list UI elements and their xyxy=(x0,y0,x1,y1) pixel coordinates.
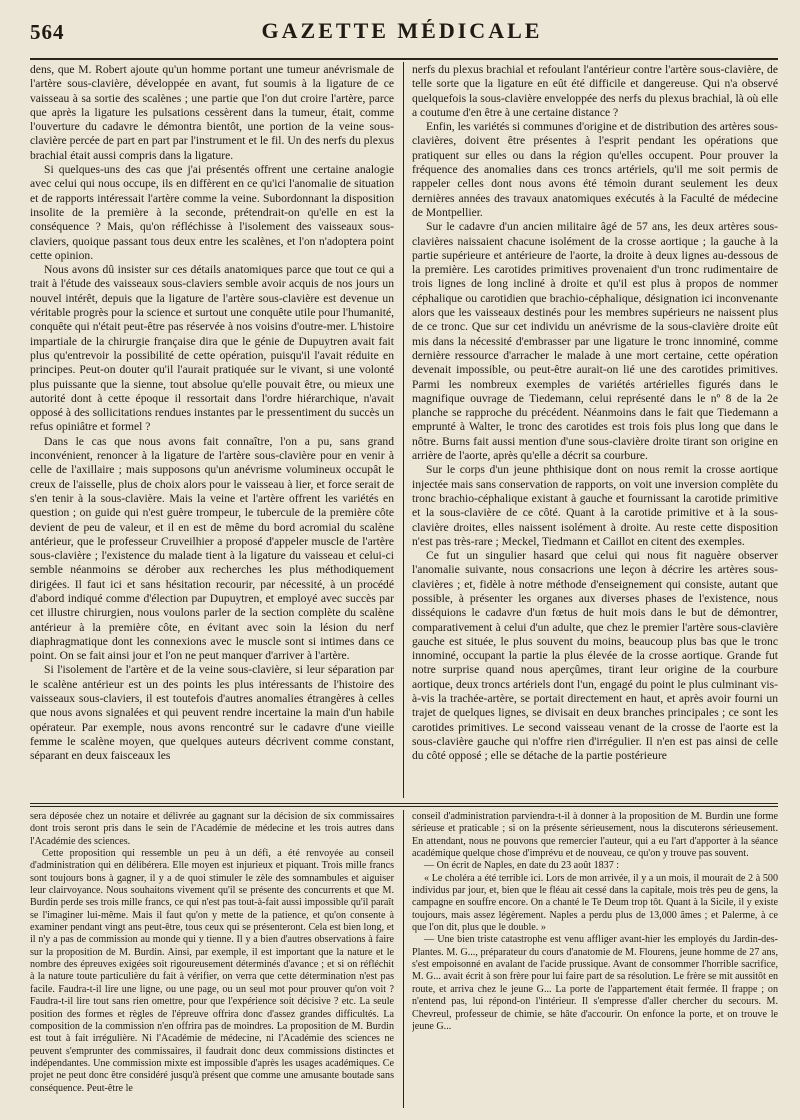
paragraph: — On écrit de Naples, en date du 23 août 1837 : xyxy=(424,860,620,872)
lower-left-column xyxy=(30,811,394,1108)
masthead-title: GAZETTE MÉDICALE xyxy=(261,18,543,43)
paragraph: Dans le cas que nous avons fait connaître, l'on a pu, sans grand inconvénient, renoncer à la ligature de l'artère sous-clavière pour en venir à celle de l'axillaire ; mais supposons qu'un anévrisme volumineux occupât le creux de l'aisselle, plus de choix alors pour le vaisseau à lier, et force serait de s'en tenir à la sous-clavière. Mais la veine et l'artère offrent les variétés en question ; on guide qui n'est guère trompeur, le tubercule de la première côte devient de peu de valeur, et il en est de même du bord acromial du scalène antérieur, que le professeur Cruveilhier a proposé d'appeler muscle de l'artère sous-clavière ; l'existence du malade tient à la ligature du vaisseau et celui-ci semble néanmoins se dérober aux recherches les plus méthodiquement dirigées. Il faut ici et sans hésitation recourir, par nécessité, à un procédé d'abord indiqué comme d'élection par Dupuytren, et employé avec succès par cet illustre chirurgien, nous voulons parler de la section complète du scalène antérieur à la première côte, en évitant avec soin la lésion du nerf diaphragmatique dont les connexions avec le muscle sont si intimes dans ce point. On se fait ainsi jour et l'on ne peut manquer d'arriver à l'artère. xyxy=(30,434,394,663)
lower-right-column xyxy=(412,811,778,1108)
section-rule-double xyxy=(30,806,778,807)
paragraph: Enfin, les variétés si communes d'origine et de distribution des artères sous-clavières, doivent être présentes à l'esprit pendant les opérations que pratiquent sur elles ou dans la région qu'elles occupent. Pour prouver la fréquence des anomalies dans ces troncs artériels, qu'il me soit permis de rappeler celles dont nous avons été témoin durant seulement les deux dernières années des travaux anatomiques exécutés à la Faculté de médecine de Montpellier. xyxy=(412,120,778,219)
lower-column-divider xyxy=(403,810,404,1108)
paragraph: Si l'isolement de l'artère et de la veine sous-clavière, si leur séparation par le scalène antérieur est un des points les plus intéressants de l'histoire des vaisseaux sous-claviers, il est toutefois d'autres anomalies étrangères à celles que nous avons signalées et qui peuvent rendre incertaine la main d'un habile opérateur. Par exemple, nous avons rencontré sur le cadavre d'une vieille femme le scalène moyen, que quelques auteurs décrivent comme constant, séparant en deux faisceaux les xyxy=(30,663,394,763)
paragraph: sera déposée chez un notaire et délivrée au gagnant sur la décision de six commissaires dont trois seront pris dans le sein de l'Académie de médecine et les trois autres dans l'Académie des sciences. xyxy=(30,811,394,847)
paragraph: nerfs du plexus brachial et refoulant l'antérieur contre l'artère sous-clavière, de telle sorte que la ligature en eût été difficile et dangereuse. Qui n'a observé quelquefois la sous-clavière enveloppée des nerfs du plexus brachial, là où elle a coutume d'en être à une certaine distance ? xyxy=(412,63,778,119)
paragraph: Nous avons dû insister sur ces détails anatomiques parce que tout ce qui a trait à l'étude des vaisseaux sous-claviers semble avoir acquis de nos jours un nouvel intérêt, depuis que la ligature de l'artère sous-clavière est devenue un véritable progrès pour la science et surtout une conquête utile pour l'humanité, conquête qui n'était peut-être pas réservée à nos voisins d'outre-mer. L'histoire impartiale de la chirurgie française dira que le génie de Dupuytren avait fait plus qu'entrevoir la possibilité de cette opération, puisqu'il l'avait réduite en principes. Peut-on douter qu'il l'aurait pratiquée sur le vivant, si une volonté plus puissante que la sienne, tout absolue qu'elle pouvait être, ou mieux une autorité dont à cette époque il ressortait dans l'ordre hiérarchique, n'avait opposé à des sollicitations rendues instantes par le pressentiment du succès un refus opiniâtre et formel ? xyxy=(30,263,394,434)
paragraph: Sur le corps d'un jeune phthisique dont on nous remit la crosse aortique injectée mais sans conservation de rapports, on voit une inversion complète du tronc brachio-céphalique existant à gauche et fournissant la carotide primitive et la sous-clavière de ce côté. Quant à la carotide primitive et à la sous-clavière droites, elles naissent isolément à droite. Au reste cette disposition n'est pas très-rare ; Meckel, Tiedmann et Caillot en citent des exemples. xyxy=(412,463,778,548)
paragraph: Cette proposition qui ressemble un peu à un défi, a été renvoyée au conseil d'administration qui en délibérera. Elle moyen est injurieux et piquant. Trois mille francs sont toujours bons à gagner, il y a de quoi stimuler le zèle des somnambules et aiguiser leur clairvoyance. Nous souhaitons vivement qu'il se présente des concurrents et que M. Burdin perde ses trois mille francs, ce qui n'est pas tout-à-fait aussi impossible qu'il paraît se l'imaginer lui-même. Mais il faut qu'on y mette de la patience, et qu'on consente à examiner pendant vingt ans peut-être, tous ceux qui se présenteront. Cela est bien long, et il n'y a pas de commission au monde qui y tienne. Il y a bien d'autres observations à faire sur la proposition de M. Burdin. Ainsi, par exemple, il est important que la nature et le nombre des épreuves exigées soit rigoureusement déterminés d'avance ; et si on réfléchit à la nature toute particulière du fait à vérifier, on verra que cette détermination n'est pas facile. Faudra-t-il lire une ligne, ou une page, ou un seul mot pour prouver qu'on voit ? Faudra-t-il lire tout sans rien omettre, pour que l'expérience soit décisive ? etc. La seule position des formes et règles de l'épreuve offrira donc d'assez grandes difficultés. La composition de la commission n'en offrira pas de moindres. La proposition de M. Burdin est tout à fait irrégulière. Ni l'Académie de médecine, ni l'Académie des sciences ne peuvent s'emprunter des commissaires, il faudrait donc deux commissions distinctes et indépendantes. Une commission mixte est impossible d'après les usages académiques. Ce projet ne peut donc être considéré jusqu'à présent que comme une amusante boutade sans conséquence. Peut-être le xyxy=(30,848,394,1094)
paragraph: dens, que M. Robert ajoute qu'un homme portant une tumeur anévrismale de l'artère sous-clavière, développée en avant, fut soumis à la ligature de ce vaisseau à sa sortie des scalènes ; une partie que l'on dut croire l'artère, parce que après la ligature les pulsations cessèrent dans la tumeur, était, comme l'ouverture du cadavre le démontra bientôt, une portion de la veine sous-clavière percée de part en part par l'instrument et le fil. Un des nerfs du plexus brachial était aussi compris dans la ligature. xyxy=(30,63,394,162)
paragraph: Ce fut un singulier hasard que celui qui nous fit naguère observer l'anomalie suivante, nous consacrions une leçon à décrire les artères sous-clavières ; et, fidèle à notre méthode d'enseignement qui consiste, autant que possible, à présenter les organes aux diverses phases de l'existence, nous disséquions le cadavre d'un fœtus de huit mois dans le but de démontrer, comparativement à celui d'un adulte, que chez le premier l'artère sous-clavière gauche est située, le plus souvent du moins, beaucoup plus bas que le tronc innominé, occupant la partie la plus élevée de la crosse aortique. Grande fut notre surprise quand nous aperçûmes, tirant leur origine de la courbure aortique, deux troncs artériels dont l'un, engagé du point le plus culminant vis-à-vis la trachée-artère, se portait directement en haut, et après avoir fourni un trajet de quelques lignes, se divisait en deux branches principales ; ce sont les carotides primitives. Le second vaisseau venant de la crosse de l'aorte est la sous-clavière gauche qui n'offre rien d'irrégulier. Il n'en est pas ainsi de celle du côté opposé ; elle se détache de la partie postérieure xyxy=(412,549,778,763)
paragraph: « Le choléra a été terrible ici. Lors de mon arrivée, il y a un mois, il mourait de 2 à 500 individus par jour, et, bien que le fléau ait cessé dans la capitale, mois très peu de gens, la campagne en souffre encore. On a chanté le Te Deum trop tôt. Quant à la Sicile, il y existe toujours, mais assez légèrement. Naples a perdu plus de 13,000 âmes ; et Palerme, à ce que l'on dit, plus que le double. » xyxy=(412,872,778,934)
paragraph: Si quelques-uns des cas que j'ai présentés offrent une certaine analogie avec celui qui nous occupe, ils en diffèrent en ce qu'ici l'anomalie de situation et de rapports intéressait l'artère comme la veine. Subordonnant la disposition insolite de la première à la seconde, prétendrait-on qu'elle en est la conséquence ? Mais, qu'on réfléchisse à l'isolement des vaisseaux sous-claviers, quoique passant tous deux entre les scalènes, et l'on n'adoptera point cette opinion. xyxy=(30,163,394,262)
header-rule xyxy=(30,58,778,60)
paragraph: conseil d'administration parviendra-t-il à donner à la proposition de M. Burdin une forme sérieuse et praticable ; si on la présente sérieusement, nous la discuterons sérieusement. En attendant, nous ne pouvons que remercier l'auteur, qui a eu l'art d'apporter à la séance académique quelque chose d'imprévu et de nouveau, ce qu'on y trouve pas souvent. xyxy=(412,811,778,860)
upper-left-column xyxy=(30,63,394,797)
section-rule xyxy=(30,803,778,804)
page-header xyxy=(22,14,782,48)
upper-column-divider xyxy=(403,62,404,798)
page-number: 564 xyxy=(30,20,65,44)
paragraph: Sur le cadavre d'un ancien militaire âgé de 57 ans, les deux artères sous-clavières naissaient chacune isolément de la crosse aortique ; la gauche à la partie supérieure et antérieure de l'aorte, la droite à deux lignes au-dessous de la première. Les carotides primitives provenaient d'un tronc rudimentaire de trois lignes de long incliné à droite et qu'il est plus à propos de nommer céphalique ou carotidien que brachio-céphalique, désignation ici inconvenante alors que les vaisseaux destinés pour les membres supérieurs ne naissent plus de ce tronc. Que sur cet individu un anévrisme de la sous-clavière droite eût mis dans la nécessité d'embrasser par une ligature le tronc innominé, comme dernière ressource d'arracher le malade à une mort certaine, cette opération devenait impossible, ou peut-être aurait-on lié une des carotides primitives. Parmi les nombreux exemples de variétés artérielles figurés dans le magnifique ouvrage de Tiedemann, celui représenté dans le nº 8 de la 2e planche se rapproche du précédent. Néanmoins dans le fait que Tiedemann a emprunté à Walter, le tronc des carotides est trois fois plus long que dans le nôtre. Burns fait aussi mention d'une sous-clavière droite tirant son origine en arrière de l'aorte, après qu'elle a décrit sa courbure. xyxy=(412,220,778,463)
paragraph: — Une bien triste catastrophe est venu affliger avant-hier les employés du Jardin-des-Plantes. M. G..., préparateur du cours d'anatomie de M. Flourens, jeune homme de 27 ans, s'est empoisonné en avalant de l'acide prussique. Avant de consommer l'horrible sacrifice, M. G... avait écrit à son frère pour lui faire part de sa résolution. Le frère se mit aussitôt en route, et arriva chez le jeune G... La porte de l'appartement était fermée. Il frappe ; on n'entend pas, lui répond-on l'intérieur. Il s'empresse d'aller chercher du secours. M. Chevreul, professeur de chimie, se hâte d'accourir. On enfonce la porte, et on trouve le jeune G... xyxy=(412,934,778,1032)
upper-right-column xyxy=(412,63,778,797)
